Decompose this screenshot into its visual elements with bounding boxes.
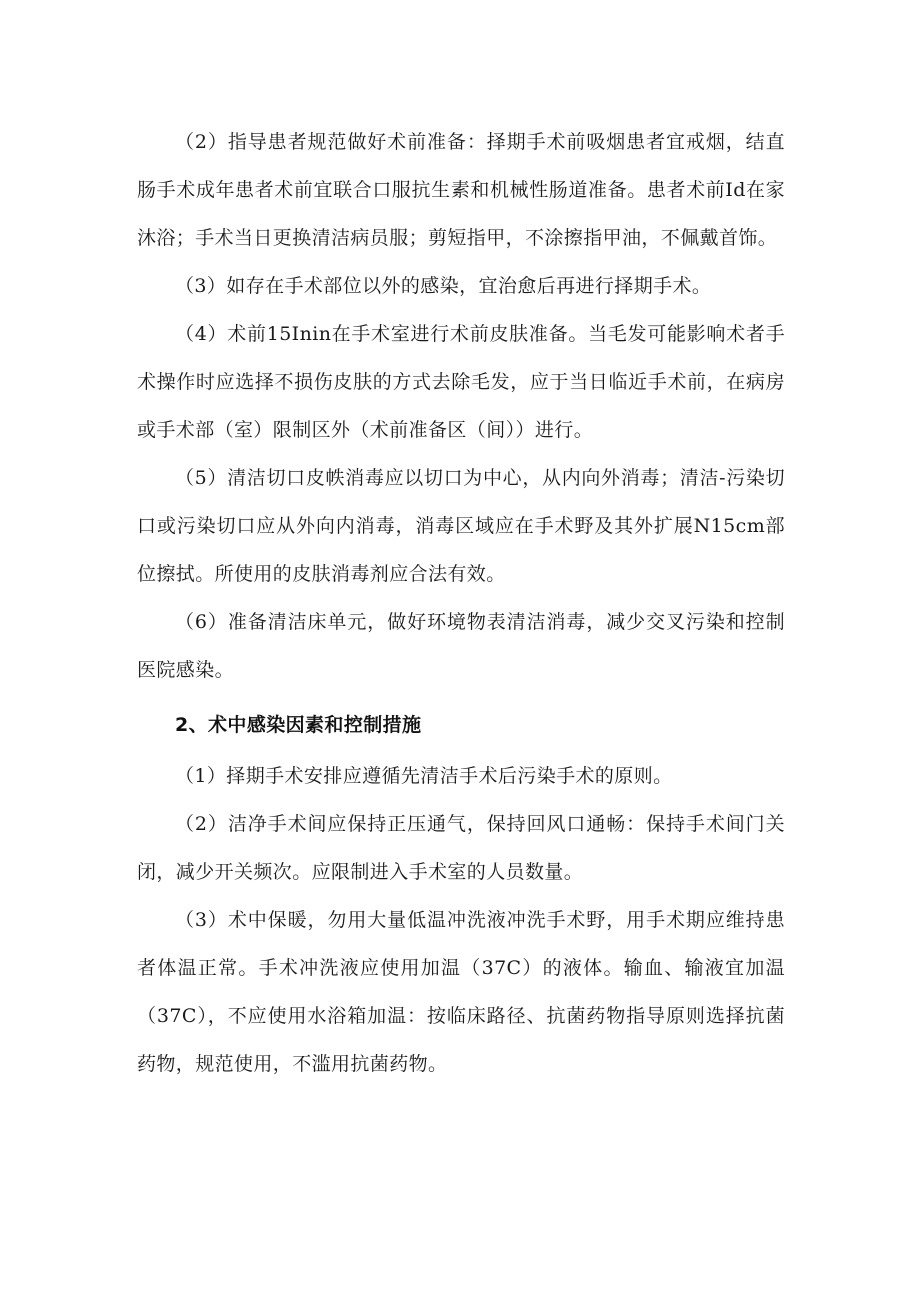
paragraph-item-5: （5）清洁切口皮帙消毒应以切口为中心，从内向外消毒；清洁-污染切口或污染切口应从外向内消毒，消毒区域应在手术野及其外扩展N15cm部位擦拭。所使用的皮肤消毒剂应合法有效。: [137, 467, 785, 585]
paragraph-item-2: （2）指导患者规范做好术前准备：择期手术前吸烟患者宜戒烟，结直肠手术成年患者术前宜联合口服抗生素和机械性肠道准备。患者术前Id在家沐浴；手术当日更换清洁病员服；剪短指甲，不涂擦指甲油，不佩戴首饰。: [137, 131, 785, 249]
paragraph-item-6: （6）准备清洁床单元，做好环境物表清洁消毒，减少交叉污染和控制医院感染。: [137, 611, 785, 681]
paragraph-intraop-1: （1）择期手术安排应遵循先清洁手术后污染手术的原则。: [175, 765, 673, 787]
paragraph-intraop-2: （2）洁净手术间应保持正压通气，保持回风口通畅：保持手术间门关闭，减少开关频次。应限制进入手术室的人员数量。: [137, 813, 785, 883]
paragraph-item-4: （4）术前15Inin在手术室进行术前皮肤准备。当毛发可能影响术者手术操作时应选择不损伤皮肤的方式去除毛发，应于当日临近手术前，在病房或手术部（室）限制区外（术前准备区（间））进行。: [137, 323, 785, 441]
section-heading: 2、术中感染因素和控制措施: [175, 714, 422, 736]
paragraph-intraop-3: （3）术中保暖，勿用大量低温冲洗液冲洗手术野，用手术期应维持患者体温正常。手术冲洗液应使用加温（37C）的液体。输血、输液宜加温（37C），不应使用水浴箱加温：按临床路径、抗菌药物指导原则选择抗菌药物，规范使用，不滥用抗菌药物。: [137, 909, 785, 1075]
paragraph-item-3: （3）如存在手术部位以外的感染，宜治愈后再进行择期手术。: [175, 275, 712, 297]
document-body: [137, 118, 785, 1088]
